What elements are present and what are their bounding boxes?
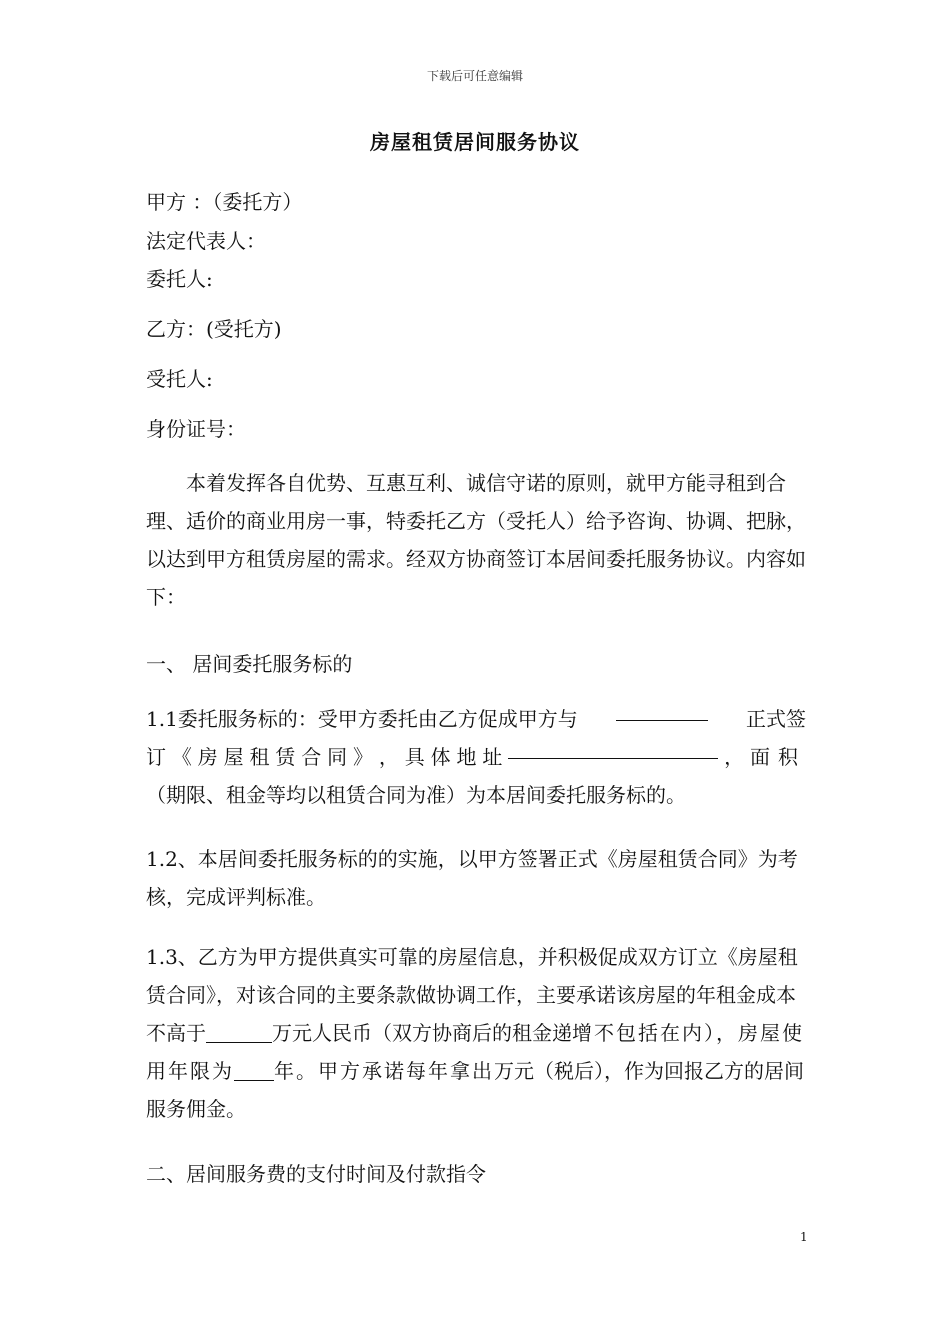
party-b-line: 乙方：(受托方): [146, 317, 282, 341]
blank-underline: [616, 700, 708, 721]
char: 合: [301, 745, 322, 769]
char: 屋: [223, 745, 244, 769]
agent-line: 受托人:: [146, 367, 213, 391]
char: 址: [482, 745, 503, 769]
clause-1-3: [146, 938, 806, 1128]
clause-1-1-comma: ，: [724, 745, 745, 769]
clause-1-3-text-c: 增不包括在内），房屋使用年限为: [146, 1021, 804, 1083]
char: 体: [430, 745, 451, 769]
clause-1-1-text-area: 面积: [750, 745, 806, 769]
char: 》: [353, 745, 373, 769]
legal-rep-line: 法定代表人：: [146, 229, 266, 253]
clause-1-1-row-3: （期限、租金等均以租赁合同为准）为本居间委托服务标的。: [146, 783, 686, 807]
clause-1-3-text-e: 万元（税后），作为回报乙方的居间服务佣金。: [146, 1059, 804, 1121]
char: 订: [146, 745, 166, 769]
party-a-line: 甲方 ：（委托方）: [146, 190, 303, 214]
intro-paragraph: 本着发挥各自优势、互惠互利、诚信守诺的原则，就甲方能寻租到合理、适价的商业用房一事，特委托乙方（受托人）给予咨询、协调、把脉，以达到甲方租赁房屋的需求。经双方协商签订本居间委托服务协议。内容如下：: [146, 471, 806, 609]
clause-1-3-text-b: 万元人民币（双方协商后的租金递: [272, 1021, 572, 1045]
char: 房: [197, 745, 218, 769]
char: 同: [327, 745, 348, 769]
rent-blank-underline: [206, 1022, 272, 1043]
address-blank-underline: [508, 738, 718, 759]
page-number: 1: [800, 1230, 808, 1244]
clause-1-1-text-b: 正式签: [746, 707, 806, 731]
clause-1-1: [146, 700, 806, 814]
char: 具: [404, 745, 425, 769]
document-title: 房屋租赁居间服务协议: [370, 130, 580, 154]
char: 赁: [275, 745, 296, 769]
clause-1-1-text-a: 1.1委托服务标的：受甲方委托由乙方促成甲方与: [146, 707, 578, 731]
char: 《: [171, 745, 192, 769]
clause-1-1-row-2: [146, 738, 806, 776]
header-note: 下载后可任意编辑: [426, 69, 523, 83]
char: ，: [378, 745, 399, 769]
id-number-line: 身份证号：: [146, 417, 246, 441]
section-2-heading: 二、居间服务费的支付时间及付款指令: [146, 1162, 486, 1186]
principal-line: 委托人:: [146, 267, 213, 291]
years-blank-underline: [234, 1060, 274, 1081]
clause-1-3-text-d: 年。甲方承诺每年拿出: [274, 1059, 494, 1083]
clause-1-1-row-1: [146, 700, 806, 738]
char: 地: [456, 745, 477, 769]
clause-1-2: 1.2、本居间委托服务标的的实施，以甲方签署正式《房屋租赁合同》为考核，完成评判标准。: [146, 847, 798, 909]
clause-1-3-text-a: 1.3、乙方为甲方提供真实可靠的房屋信息，并积极促成双方订立《房屋租赁合同》，对该合同的主要条款做协调工作，主要承诺该房屋的年租金成本不高于: [146, 945, 798, 1045]
char: 租: [249, 745, 270, 769]
section-1-heading: 一、 居间委托服务标的: [146, 652, 353, 676]
